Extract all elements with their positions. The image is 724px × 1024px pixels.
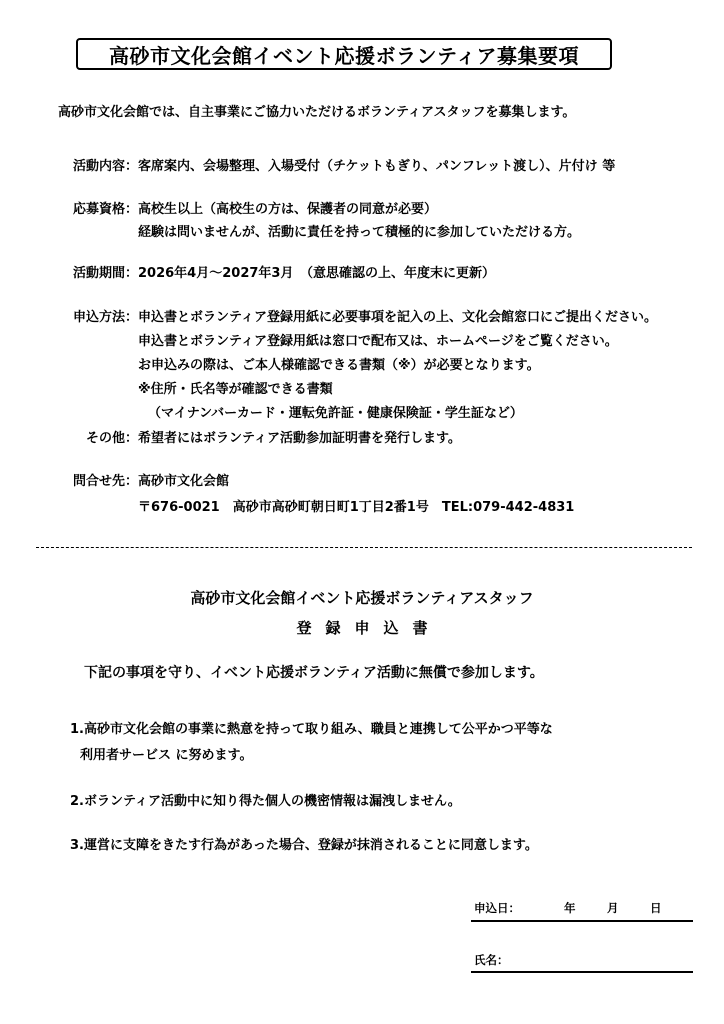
apply-line: お申込みの際は、ご本人様確認できる書類（※）が必要となります。 [138, 358, 540, 373]
eligibility-line: 経験は問いませんが、活動に責任を持って積極的に参加していただける方。 [138, 225, 581, 240]
apply-line: 申込書とボランティア登録用紙に必要事項を記入の上、文化会館窓口にご提出ください。 [138, 310, 657, 325]
contact-line: 〒676-0021 高砂市高砂町朝日町1丁目2番1号 TEL:079-442-4831 [138, 500, 575, 515]
apply-line: ※住所・氏名等が確認できる書類 [138, 382, 333, 397]
other-section [0, 427, 724, 450]
page-title: 高砂市文化会館イベント応援ボランティア募集要項 [76, 38, 612, 70]
pledge-item: 3.運営に支障をきたす行為があった場合、登録が抹消されることに同意します。 [70, 838, 538, 853]
pledge-item: 2.ボランティア活動中に知り得た個人の機密情報は漏洩しません。 [70, 794, 461, 809]
cut-line-divider [36, 547, 692, 548]
activity-section [0, 155, 724, 178]
contact-label: 問合せ先： [72, 474, 138, 489]
pledge-item: 1.高砂市文化会館の事業に熱意を持って取り組み、職員と連携して公平かつ平等な [70, 722, 553, 737]
contact-section [0, 470, 724, 518]
period-line: 2026年4月～2027年3月 （意思確認の上、年度末に更新） [138, 266, 495, 281]
eligibility-section [0, 198, 724, 244]
apply-label: 申込方法： [72, 310, 138, 325]
date-year: 年 [564, 901, 576, 915]
apply-line: 申込書とボランティア登録用紙は窓口で配布又は、ホームページをご覧ください。 [138, 334, 618, 349]
form-title: 高砂市文化会館イベント応援ボランティアスタッフ [190, 589, 534, 607]
period-label: 活動期間： [72, 266, 138, 281]
eligibility-label: 応募資格： [72, 202, 138, 217]
activity-label: 活動内容： [72, 159, 138, 174]
other-line: 希望者にはボランティア活動参加証明書を発行します。 [138, 431, 461, 446]
eligibility-line: 高校生以上（高校生の方は、保護者の同意が必要） [138, 202, 438, 217]
name-field-line[interactable] [471, 971, 693, 973]
pledge-item: 利用者サービス に努めます。 [80, 748, 253, 763]
contact-line: 高砂市文化会館 [138, 474, 230, 489]
apply-line: （マイナンバーカード・運転免許証・健康保険証・学生証など） [148, 406, 523, 421]
date-month: 月 [607, 901, 619, 915]
date-label: 申込日： [474, 901, 520, 915]
date-day: 日 [650, 901, 662, 915]
pledge-text: 下記の事項を守り、イベント応援ボランティア活動に無償で参加します。 [84, 665, 544, 681]
date-field-line[interactable] [471, 920, 693, 922]
intro-text: 高砂市文化会館では、自主事業にご協力いただけるボランティアスタッフを募集します。 [58, 105, 576, 120]
activity-line: 客席案内、会場整理、入場受付（チケットもぎり、パンフレット渡し）、片付け 等 [138, 159, 616, 174]
period-section [0, 262, 724, 285]
name-label: 氏名： [474, 953, 509, 967]
other-label: その他： [85, 431, 138, 446]
form-subtitle: 登録申込書 [296, 619, 442, 637]
apply-section [0, 306, 724, 424]
